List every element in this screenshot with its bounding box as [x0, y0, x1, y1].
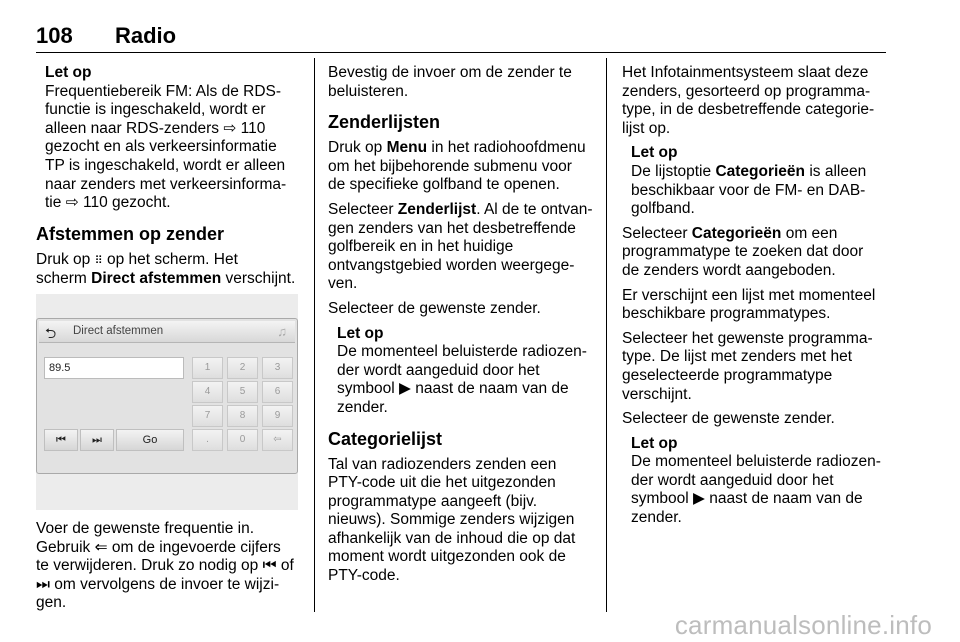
note-current-station: Let op De momenteel beluisterde radiozen- der wordt aangeduid door het symbool ▶ naast de naam van de zender.: [328, 325, 600, 418]
backspace-arrow-icon: ⇐: [94, 538, 108, 556]
key-4[interactable]: 4: [192, 381, 223, 403]
heading-afstemmen: Afstemmen op zender: [36, 223, 225, 244]
note-title: Let op: [45, 64, 92, 81]
skip-forward-icon: ⏭: [92, 434, 102, 446]
page-ref-icon: ⇨: [65, 194, 79, 212]
tune-icon: ⠿: [94, 254, 103, 267]
page-ref-icon: ⇨: [223, 119, 237, 137]
key-8[interactable]: 8: [227, 405, 258, 427]
paragraph-confirm: Bevestig de invoer om de zender te beluisteren.: [328, 64, 572, 100]
screen-figure: [36, 294, 298, 510]
page-title: Radio: [115, 23, 177, 48]
key-dot[interactable]: .: [192, 429, 223, 451]
music-note-icon: ♫: [277, 324, 287, 339]
play-triangle-icon: ▶: [693, 490, 705, 508]
paragraph-list-appears: Er verschijnt een lijst met momenteel beschikbare programmatypes.: [622, 286, 876, 323]
heading-categorielijst: Categorielijst: [328, 428, 443, 449]
key-5[interactable]: 5: [227, 381, 258, 403]
paragraph-select-type: Selecteer het gewenste programma- type. De lijst met zenders met het geselecteerde programmatype verschijnt.: [622, 329, 873, 403]
key-9[interactable]: 9: [262, 405, 293, 427]
key-1[interactable]: 1: [192, 357, 223, 379]
column-divider-2: [606, 58, 607, 612]
paragraph-menu: Druk op Menu in het radiohoofdmenu om het bijbehorende submenu voor de specifieke golfband te openen.: [328, 139, 586, 194]
key-7[interactable]: 7: [192, 405, 223, 427]
column-divider-1: [314, 58, 315, 612]
back-arrow-icon[interactable]: ⮌: [45, 325, 57, 341]
paragraph-zenderlijst: Selecteer Zenderlijst. Al de te ontvan- gen zenders van het desbetreffende golfbereik en in het huidige ontvangstgebied worden weergege- ven.: [328, 200, 593, 293]
column-1-bottom: [36, 520, 306, 619]
note-title: Let op: [337, 324, 384, 342]
direct-tuning-screen: [36, 318, 298, 474]
go-button[interactable]: Go: [116, 429, 184, 451]
column-3: [622, 64, 892, 534]
column-1: [36, 64, 306, 295]
paragraph-select-station: Selecteer de gewenste zender.: [328, 299, 541, 317]
paragraph-pty: Tal van radiozenders zenden een PTY-code uit die het uitgezonden programmatype aangeeft (bijv. nieuws). Sommige zenders wijzigen afhankelijk van de inhoud die op dat moment wordt uitgezonden ook de PTY-code.: [328, 455, 576, 585]
header-rule: [36, 52, 886, 53]
skip-forward-icon: ⏭: [36, 575, 50, 593]
key-0[interactable]: 0: [227, 429, 258, 451]
paragraph-select-station: Selecteer de gewenste zender.: [622, 410, 835, 428]
paragraph-select-categories: Selecteer Categorieën om een programmatype te zoeken dat door de zenders wordt aangeboden.: [622, 224, 864, 279]
heading-zenderlijsten: Zenderlijsten: [328, 112, 441, 133]
paragraph-direct-tuning: Druk op ⠿ op het scherm. Het scherm Direct afstemmen verschijnt.: [36, 250, 296, 288]
seek-forward-button[interactable]: [80, 429, 114, 451]
note-title: Let op: [631, 144, 678, 162]
note-categories: Let op De lijstoptie Categorieën is alleen beschikbaar voor de FM- en DAB- golfband.: [622, 144, 892, 218]
skip-back-icon: ⏮: [56, 434, 66, 446]
watermark: carmanualsonline.info: [674, 610, 932, 640]
note-rds: Let op Frequentiebereik FM: Als de RDS- functie is ingeschakeld, wordt er alleen naar RDS-zenders ⇨ 110 gezocht en als verkeersinformatie TP is ingeschakeld, wordt er alleen naar zenders met verkeersinforma- tie ⇨ 110 gezocht.: [36, 64, 306, 213]
key-backspace[interactable]: ⇦: [262, 429, 293, 451]
skip-back-icon: ⏮: [262, 557, 277, 575]
key-6[interactable]: 6: [262, 381, 293, 403]
screen-title: Direct afstemmen: [73, 325, 164, 337]
column-2: [328, 64, 600, 592]
seek-back-button[interactable]: [44, 429, 78, 451]
screen-titlebar: [39, 321, 295, 343]
play-triangle-icon: ▶: [399, 380, 411, 398]
frequency-input[interactable]: 89.5: [44, 357, 184, 379]
key-2[interactable]: 2: [227, 357, 258, 379]
note-current-station: Let op De momenteel beluisterde radiozen- der wordt aangeduid door het symbool ▶ naast de naam van de zender.: [622, 435, 892, 528]
paragraph-enter-frequency: Voer de gewenste frequentie in. Gebruik ⇐ om de ingevoerde cijfers te verwijderen. Druk zo nodig op ⏮ of ⏭ om vervolgens de invoer te wijzi- gen.: [36, 520, 294, 612]
paragraph-infotainment: Het Infotainmentsysteem slaat deze zenders, gesorteerd op programma- type, in de desbetreffende categorie- lijst op.: [622, 64, 875, 137]
note-title: Let op: [631, 434, 678, 452]
key-3[interactable]: 3: [262, 357, 293, 379]
page-number: 108: [36, 23, 73, 48]
page-header: [36, 22, 886, 52]
